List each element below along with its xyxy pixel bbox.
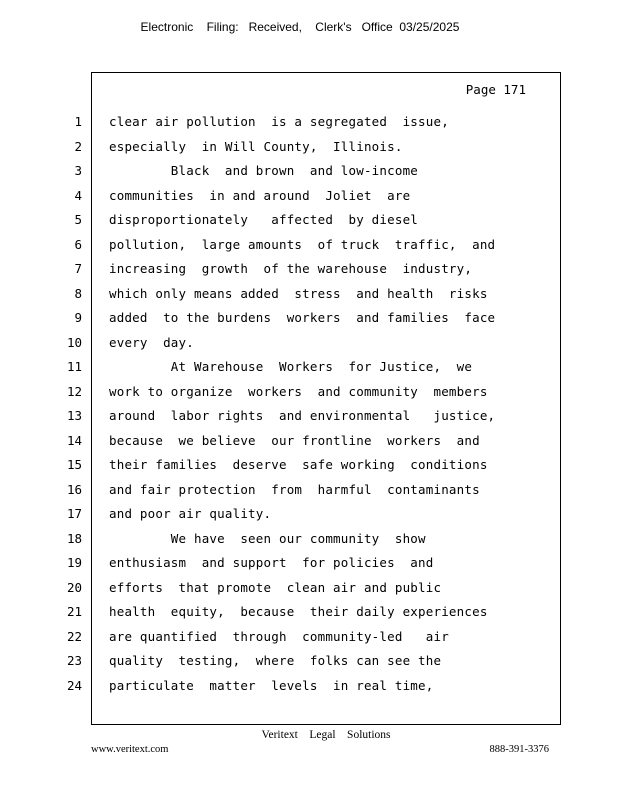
footer-phone: 888-391-3376: [489, 744, 549, 755]
transcript-line: efforts that promote clean air and public: [109, 579, 442, 595]
transcript-line: We have seen our community show: [109, 530, 426, 546]
line-number: 19: [66, 555, 82, 570]
transcript-line: their families deserve safe working conditions: [109, 457, 488, 472]
line-number: 18: [66, 530, 82, 546]
line-number: 24: [66, 677, 82, 693]
line-number: 20: [66, 579, 82, 595]
transcript-line: particulate matter levels in real time,: [109, 677, 434, 693]
transcript-line: and fair protection from harmful contaminants: [109, 481, 480, 497]
line-number: 8: [74, 285, 82, 301]
line-number: 13: [66, 408, 82, 423]
transcript-line: health equity, because their daily experiences: [109, 604, 488, 619]
transcript-line: added to the burdens workers and families face: [109, 310, 496, 325]
line-number: 4: [74, 187, 82, 203]
line-number: 23: [66, 653, 82, 668]
line-number: 16: [66, 481, 82, 497]
line-number: 21: [66, 604, 82, 619]
transcript-line: and poor air quality.: [109, 506, 272, 521]
line-number: 1: [74, 114, 82, 129]
transcript-line: communities in and around Joliet are: [109, 187, 411, 203]
transcript-line: enthusiasm and support for policies and: [109, 555, 434, 570]
transcript-line: especially in Will County, Illinois.: [109, 138, 403, 154]
line-number: 7: [74, 261, 82, 276]
line-number: 15: [66, 457, 82, 472]
transcript-line: because we believe our frontline workers and: [109, 432, 480, 448]
line-number: 11: [66, 359, 82, 374]
line-number: 9: [74, 310, 82, 325]
transcript-line: quality testing, where folks can see the: [109, 653, 442, 668]
line-number: 5: [74, 212, 82, 227]
transcript-line: which only means added stress and health risks: [109, 285, 488, 301]
transcript-line: clear air pollution is a segregated issue,: [109, 114, 449, 129]
transcript-line: At Warehouse Workers for Justice, we: [109, 359, 473, 374]
filing-header: Electronic Filing: Received, Clerk's Office 03/25/2025: [140, 20, 460, 34]
line-number: 14: [66, 432, 82, 448]
footer-website: www.veritext.com: [91, 744, 169, 755]
transcript-line: increasing growth of the warehouse industry,: [109, 261, 473, 276]
line-number: 6: [74, 236, 82, 252]
footer-company: Veritext Legal Solutions: [261, 729, 391, 741]
line-number: 22: [66, 628, 82, 644]
line-number: 12: [66, 383, 82, 399]
transcript-line: work to organize workers and community members: [109, 383, 488, 399]
transcript-line: pollution, large amounts of truck traffic, and: [109, 236, 496, 252]
transcript-line: every day.: [109, 334, 194, 350]
page-number: Page 171: [465, 82, 526, 97]
line-number: 2: [74, 138, 82, 154]
transcript-line: Black and brown and low-income: [109, 163, 419, 178]
line-number: 3: [74, 163, 82, 178]
transcript-line: are quantified through community-led air: [109, 628, 449, 644]
transcript-line: around labor rights and environmental justice,: [109, 408, 496, 423]
line-number: 17: [66, 506, 82, 521]
transcript-line: disproportionately affected by diesel: [109, 212, 419, 227]
line-number: 10: [66, 334, 82, 350]
